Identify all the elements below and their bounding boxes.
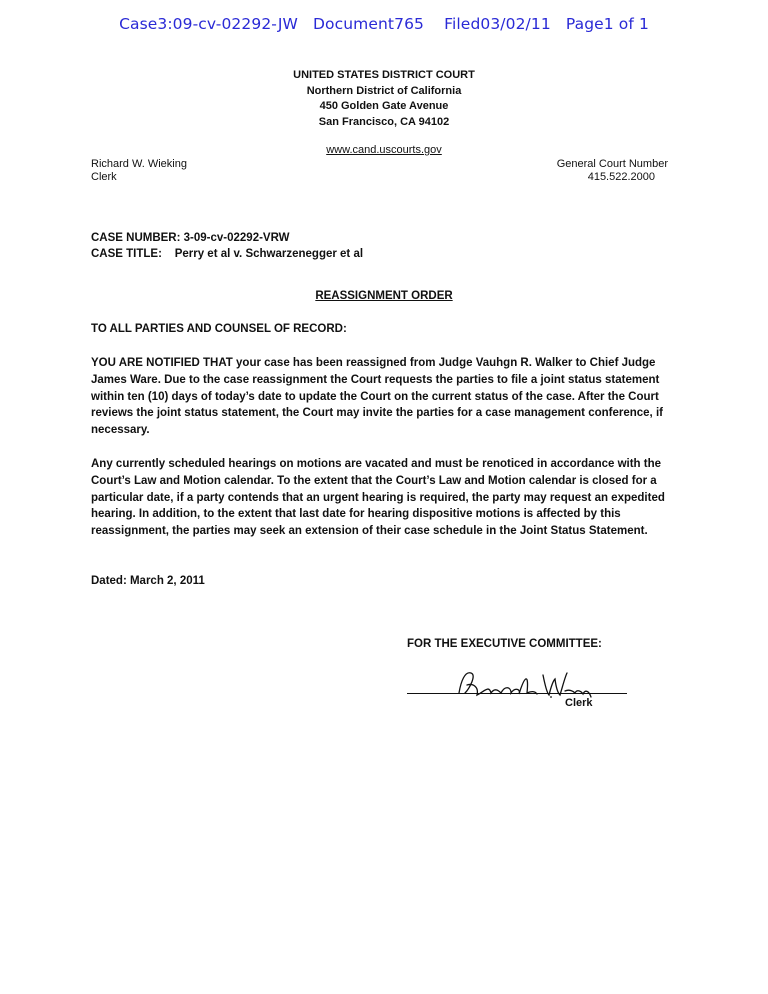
case-title-label: CASE TITLE: — [91, 247, 162, 260]
case-title-line — [91, 247, 363, 263]
clerk-name: Richard W. Wieking — [91, 158, 187, 170]
case-number: CASE NUMBER: 3-09-cv-02292-VRW — [91, 232, 290, 244]
court-city: San Francisco, CA 94102 — [318, 115, 450, 128]
case-title-value: Perry et al v. Schwarzenegger et al — [174, 247, 364, 260]
phone-label: General Court Number — [556, 158, 668, 170]
court-website-link[interactable]: www.cand.uscourts.gov — [326, 144, 442, 156]
case-info — [91, 231, 363, 262]
phone-number: 415.522.2000 — [587, 171, 655, 183]
court-address-block — [0, 68, 768, 130]
court-website[interactable] — [0, 144, 768, 156]
order-paragraph-1: YOU ARE NOTIFIED THAT your case has been reassigned from Judge Vauhgn R. Walker to Chief Judge James Ware. Due to the case reassignment the Court requests the parties to file a joint status statement within ten (10) days of today’s date to update the Court on the current status of the case. After the Court reviews the joint status statement, the Court may invite the parties for a case management conference, if necessary. — [91, 357, 663, 437]
court-street: 450 Golden Gate Avenue — [319, 100, 449, 112]
signature-clerk-label: Clerk — [565, 697, 593, 709]
filing-stamp: Case3:09-cv-02292-JW Document765 Filed03/02/11 Page1 of 1 — [119, 15, 649, 33]
clerk-info — [91, 158, 187, 184]
order-heading: REASSIGNMENT ORDER — [315, 290, 453, 302]
executive-committee-label: FOR THE EXECUTIVE COMMITTEE: — [407, 638, 602, 650]
court-district: Northern District of California — [306, 84, 462, 97]
order-date: Dated: March 2, 2011 — [91, 575, 205, 587]
order-salutation: TO ALL PARTIES AND COUNSEL OF RECORD: — [91, 323, 347, 335]
court-phone-info — [557, 158, 668, 184]
clerk-title: Clerk — [91, 171, 117, 183]
court-name: UNITED STATES DISTRICT COURT — [293, 69, 475, 81]
order-paragraph-2: Any currently scheduled hearings on motions are vacated and must be renoticed in accordance with the Court’s Law and Motion calendar. To the extent that the Court’s Law and Motion calendar is closed for a particular date, if a party contends that an urgent hearing is required, the party may request an expedited hearing. In addition, to the extent that last date for hearing dispositive motions is affected by this reassignment, the parties may seek an extension of their case schedule in the Joint Status Statement. — [91, 458, 665, 538]
